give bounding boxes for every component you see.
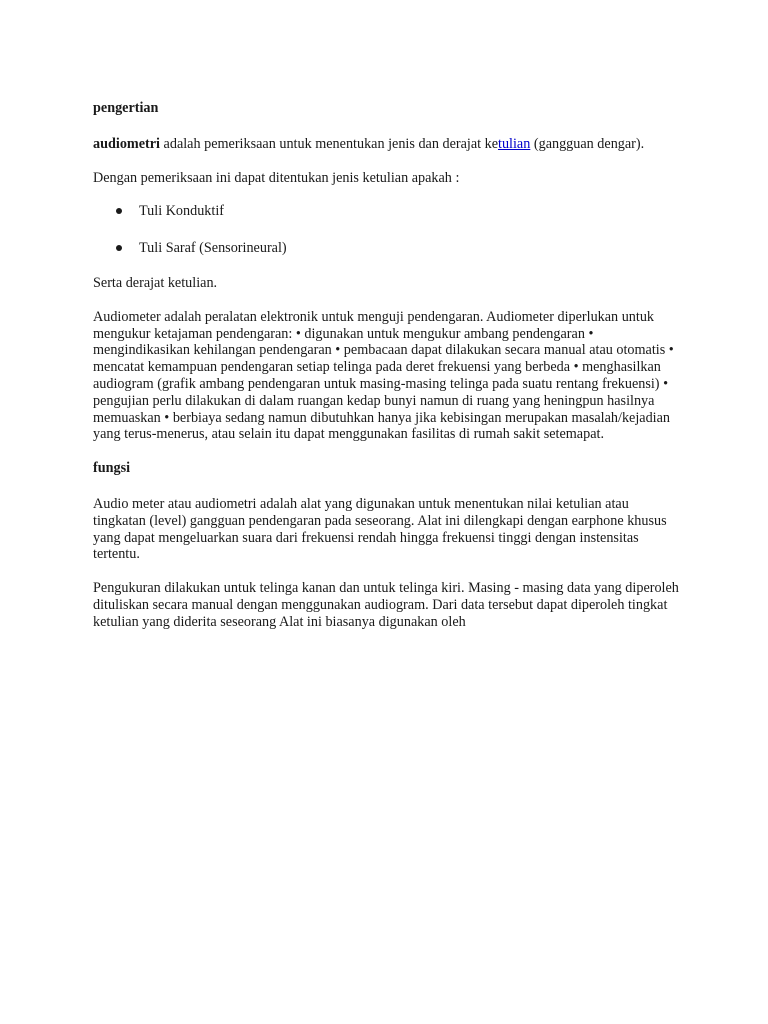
paragraph-derajat: Serta derajat ketulian.: [93, 274, 218, 291]
heading-fungsi: fungsi: [93, 460, 131, 477]
heading-pengertian: pengertian: [93, 100, 159, 116]
list-item: [93, 203, 683, 220]
ketulian-types-list: [93, 203, 683, 257]
list-item-label: Tuli Saraf (Sensorineural): [139, 240, 287, 257]
paragraph-audiometer: Audiometer adalah peralatan elektronik untuk menguji pendengaran. Audiometer diperlukan untuk mengukur ketajaman pendengaran: • digunakan untuk mengukur ambang pendengaran • mengindikasikan kehilangan pendengaran • pembacaan dapat dilakukan secara manual atau otomatis • mencatat kemampuan pendengaran setiap telinga pada deret frekuensi yang berbeda • menghasilkan audiogram (grafik ambang pendengaran untuk masing-masing telinga pada suatu rentang frekuensi) • pengujian perlu dilakukan di dalam ruangan kedap bunyi namun di ruang yang heningpun hasilnya memuaskan • berbiaya sedang namun dibutuhkan hanya jika kebisingan merupakan masalah/kejadian yang terus-menerus, atau selain itu dapat menggunakan fasilitas di rumah sakit setemapat.: [93, 308, 674, 443]
definition-text: adalah pemeriksaan untuk menentukan jenis dan derajat ke: [160, 135, 499, 152]
paragraph-fungsi: Audio meter atau audiometri adalah alat yang digunakan untuk menentukan nilai ketulian atau tingkatan (level) gangguan pendengaran pada seseorang. Alat ini dilengkapi dengan earphone khusus yang dapat mengeluarkan suara dari frekuensi rendah hingga frekuensi tinggi dengan instensitas tertentu.: [93, 495, 667, 563]
list-item-label: Tuli Konduktif: [139, 203, 225, 220]
bullet-icon: [116, 208, 122, 214]
bullet-icon: [116, 245, 122, 251]
term-audiometri: audiometri: [93, 135, 160, 152]
paragraph-pengukuran: Pengukuran dilakukan untuk telinga kanan dan untuk telinga kiri. Masing - masing data yang diperoleh dituliskan secara manual dengan menggunakan audiogram. Dari data tersebut dapat diperoleh tingkat ketulian yang diderita seseorang Alat ini biasanya digunakan oleh: [93, 580, 679, 630]
paragraph-jenis-ketulian: Dengan pemeriksaan ini dapat ditentukan jenis ketulian apakah :: [93, 169, 460, 186]
definition-text-end: (gangguan dengar).: [530, 135, 645, 152]
list-item: [93, 240, 683, 257]
document-body: [93, 100, 683, 648]
ketulian-link[interactable]: tulian: [498, 135, 531, 152]
paragraph-audiometri-definition: [93, 136, 683, 153]
